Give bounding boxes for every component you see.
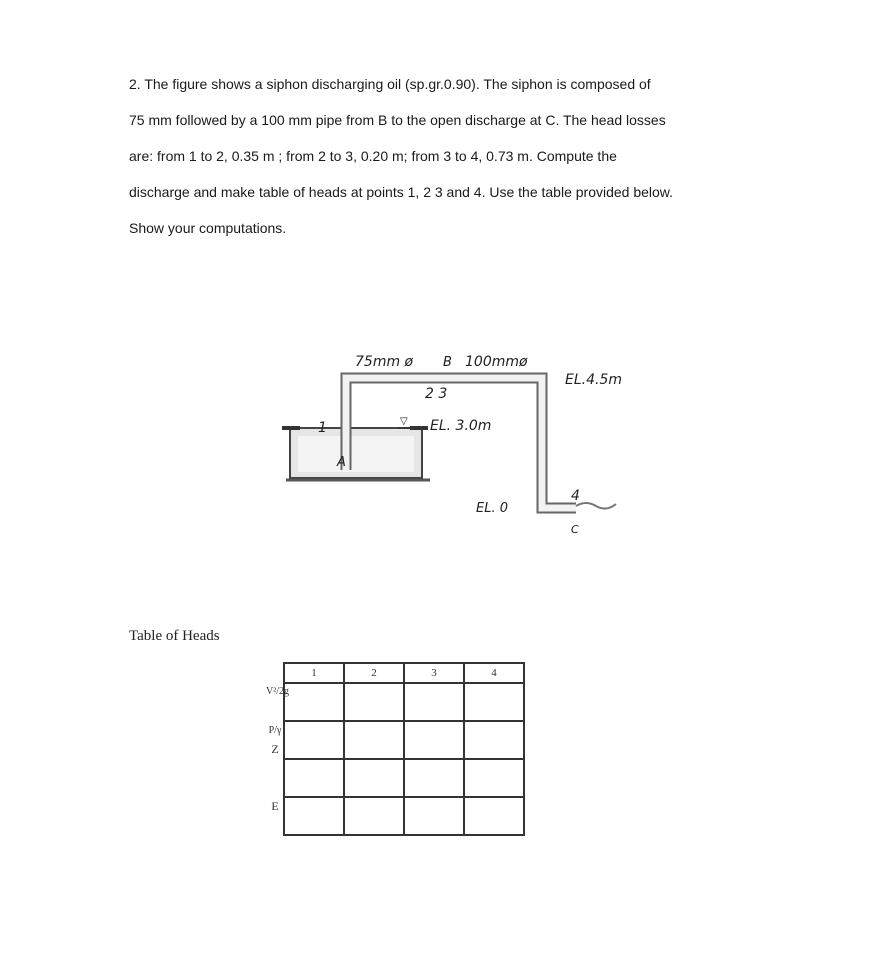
table-title: Table of Heads xyxy=(129,628,220,644)
problem-line-2: 75 mm followed by a 100 mm pipe from B to the open discharge at C. The head losses xyxy=(129,112,666,128)
table-row xyxy=(284,797,524,835)
table-row xyxy=(284,683,524,721)
table-row xyxy=(284,721,524,759)
row-label-velocity-head: V²/2g xyxy=(266,686,289,697)
table-row xyxy=(284,759,524,797)
point-4-label: 4 xyxy=(571,488,580,504)
row-label-energy: E xyxy=(271,799,279,813)
table-row-labels xyxy=(266,682,289,816)
el-outlet-label: EL. 0 xyxy=(476,501,508,516)
el-top-label: EL.4.5m xyxy=(565,372,622,388)
points-2-3-label: 2 3 xyxy=(425,386,448,402)
pipe-label-right: 100mmø xyxy=(465,354,528,370)
table-col-3: 3 xyxy=(404,663,464,683)
problem-line-4: discharge and make table of heads at points 1, 2 3 and 4. Use the table provided below. xyxy=(129,184,674,200)
table-col-1: 1 xyxy=(284,663,344,683)
reservoir xyxy=(282,428,430,480)
point-1-label: 1 xyxy=(318,420,327,436)
discharge-jet xyxy=(576,503,616,509)
heads-table xyxy=(283,662,525,836)
el-surface-label: EL. 3.0m xyxy=(430,418,492,434)
row-label-pressure-head: P/γ xyxy=(268,725,282,736)
row-label-elevation: Z xyxy=(271,742,279,756)
problem-line-1: 2. The figure shows a siphon discharging oil (sp.gr.0.90). The siphon is composed of xyxy=(129,76,651,92)
table-col-4: 4 xyxy=(464,663,524,683)
point-c-label: C xyxy=(571,523,579,536)
pipe-label-left: 75mm ø xyxy=(355,354,414,370)
svg-text:▽: ▽ xyxy=(400,416,408,427)
problem-line-3: are: from 1 to 2, 0.35 m ; from 2 to 3, 0.20 m; from 3 to 4, 0.73 m. Compute the xyxy=(129,148,617,164)
problem-line-5: Show your computations. xyxy=(129,220,287,236)
point-a-label: A xyxy=(337,455,346,470)
table-header-row xyxy=(284,663,524,683)
point-b-label: B xyxy=(443,355,452,370)
table-col-2: 2 xyxy=(344,663,404,683)
